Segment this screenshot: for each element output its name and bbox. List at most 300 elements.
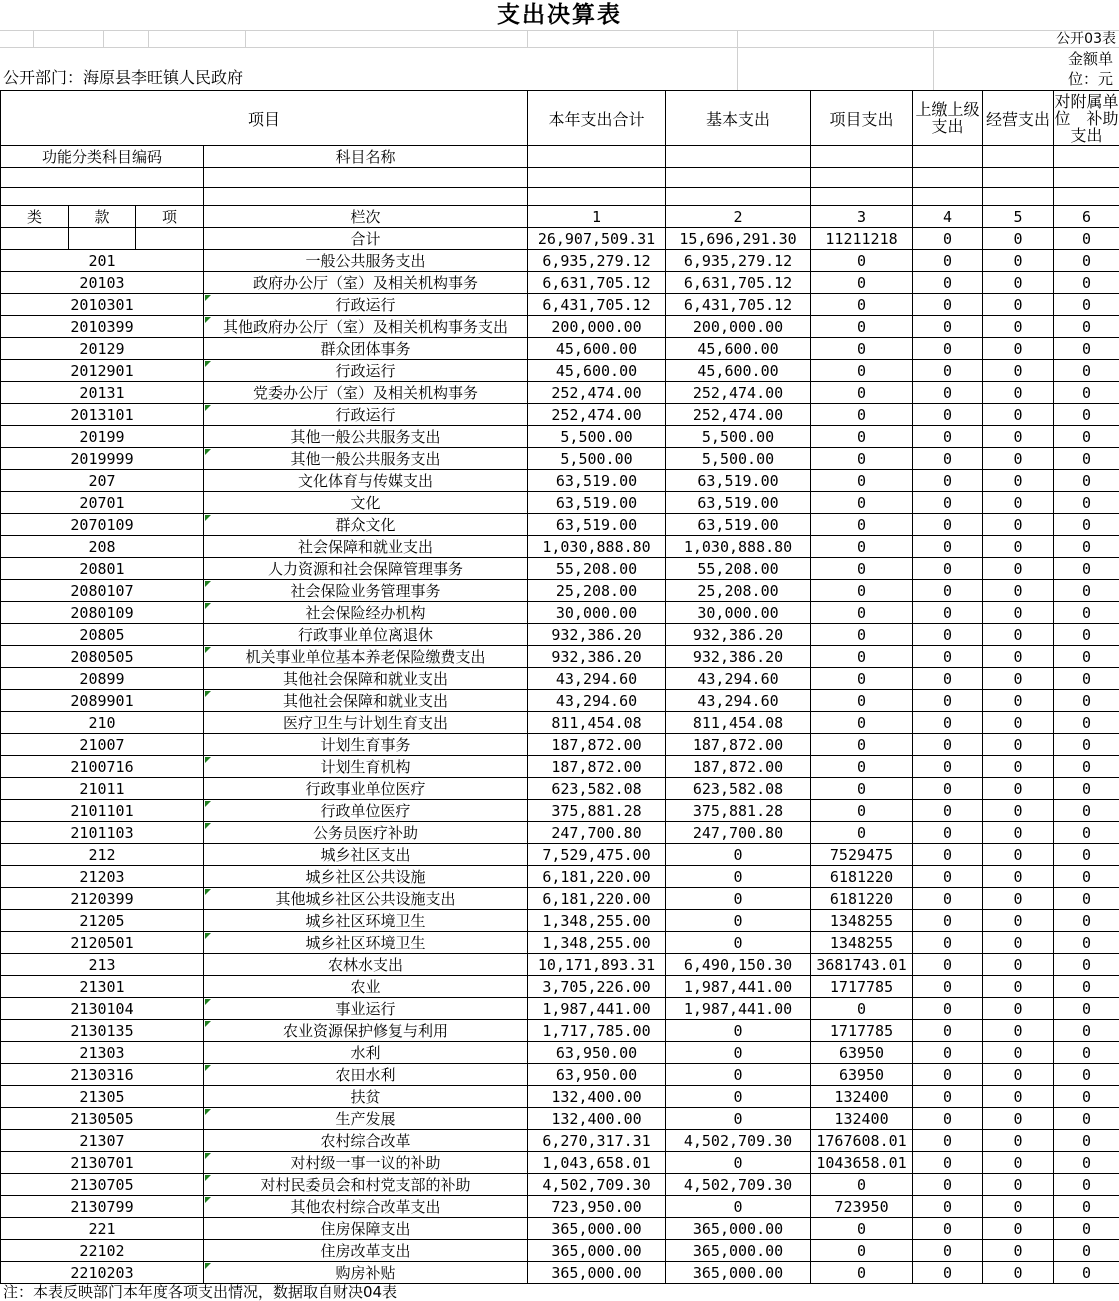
function-code-cell: 2019999 [1, 448, 204, 470]
value-cell: 63,519.00 [666, 514, 811, 536]
function-code-cell: 2100716 [1, 756, 204, 778]
subject-name-cell [204, 382, 528, 404]
empty-cell [913, 146, 983, 168]
function-code-cell: 20899 [1, 668, 204, 690]
value-cell: 0 [913, 404, 983, 426]
value-cell: 0 [983, 888, 1054, 910]
value-cell: 0 [666, 1196, 811, 1218]
subject-name-text: 行政单位医疗 [321, 802, 411, 820]
value-cell: 252,474.00 [528, 382, 666, 404]
value-cell: 0 [913, 778, 983, 800]
value-cell: 63,519.00 [666, 470, 811, 492]
value-cell: 0 [983, 316, 1054, 338]
value-cell: 45,600.00 [666, 360, 811, 382]
subject-name-cell [204, 470, 528, 492]
header-total-expenditure: 本年支出合计 [528, 91, 666, 146]
value-cell: 365,000.00 [528, 1240, 666, 1262]
subject-name-text: 社会保险经办机构 [306, 604, 426, 622]
function-code-cell: 21305 [1, 1086, 204, 1108]
value-cell: 0 [666, 888, 811, 910]
value-cell: 132400 [811, 1108, 913, 1130]
subject-name-cell [204, 360, 528, 382]
green-corner-marker-icon [205, 405, 211, 411]
table-row [1, 294, 1119, 316]
subject-name-text: 其他一般公共服务支出 [291, 428, 441, 446]
value-cell: 0 [983, 272, 1054, 294]
value-cell: 132400 [811, 1086, 913, 1108]
function-code-cell: 21011 [1, 778, 204, 800]
value-cell: 200,000.00 [528, 316, 666, 338]
value-cell: 0 [983, 1042, 1054, 1064]
value-cell: 0 [983, 448, 1054, 470]
function-code-cell: 21205 [1, 910, 204, 932]
col-number: 2 [666, 206, 811, 228]
subject-name-cell [204, 756, 528, 778]
value-cell: 63,950.00 [528, 1042, 666, 1064]
value-cell: 5,500.00 [528, 448, 666, 470]
value-cell: 6,181,220.00 [528, 866, 666, 888]
empty-cell [811, 146, 913, 168]
table-row [1, 734, 1119, 756]
subject-name-text: 党委办公厅（室）及相关机构事务 [253, 384, 478, 402]
empty-cell [913, 168, 983, 188]
subject-name-text: 农村综合改革 [321, 1132, 411, 1150]
subject-name-cell [204, 426, 528, 448]
function-code-cell: 2130505 [1, 1108, 204, 1130]
value-cell: 45,600.00 [666, 338, 811, 360]
value-cell: 0 [913, 580, 983, 602]
value-cell: 252,474.00 [666, 382, 811, 404]
value-cell: 15,696,291.30 [666, 228, 811, 250]
value-cell: 1348255 [811, 910, 913, 932]
value-cell: 63,519.00 [666, 492, 811, 514]
value-cell: 7,529,475.00 [528, 844, 666, 866]
table-row [1, 492, 1119, 514]
green-corner-marker-icon [205, 295, 211, 301]
subject-name-cell [204, 272, 528, 294]
value-cell: 0 [1054, 844, 1119, 866]
table-row [1, 866, 1119, 888]
subject-name-cell [204, 932, 528, 954]
value-cell: 0 [983, 1240, 1054, 1262]
value-cell: 0 [983, 1086, 1054, 1108]
function-code-cell: 21303 [1, 1042, 204, 1064]
green-corner-marker-icon [205, 1175, 211, 1181]
function-code-cell: 2130104 [1, 998, 204, 1020]
empty-cell [811, 188, 913, 206]
value-cell: 0 [666, 1064, 811, 1086]
table-row [1, 1152, 1119, 1174]
empty-cell [983, 146, 1054, 168]
table-row [1, 998, 1119, 1020]
value-cell: 187,872.00 [528, 734, 666, 756]
function-code-cell: 2013101 [1, 404, 204, 426]
value-cell: 0 [913, 800, 983, 822]
table-row [1, 470, 1119, 492]
function-code-cell: 20801 [1, 558, 204, 580]
table-row [1, 272, 1119, 294]
value-cell: 0 [983, 932, 1054, 954]
empty-cell [666, 146, 811, 168]
value-cell: 0 [811, 338, 913, 360]
value-cell: 45,600.00 [528, 360, 666, 382]
value-cell: 1,987,441.00 [666, 976, 811, 998]
value-cell: 932,386.20 [528, 624, 666, 646]
value-cell: 0 [1054, 1130, 1119, 1152]
value-cell: 4,502,709.30 [666, 1174, 811, 1196]
value-cell: 0 [1054, 470, 1119, 492]
table-row [1, 800, 1119, 822]
subject-name-cell [204, 1130, 528, 1152]
value-cell: 5,500.00 [666, 426, 811, 448]
value-cell: 0 [1054, 360, 1119, 382]
subject-name-text: 农田水利 [336, 1066, 396, 1084]
green-corner-marker-icon [205, 1263, 211, 1269]
table-row [1, 954, 1119, 976]
green-corner-marker-icon [205, 999, 211, 1005]
subject-name-cell [204, 866, 528, 888]
value-cell: 63950 [811, 1064, 913, 1086]
value-cell: 4,502,709.30 [528, 1174, 666, 1196]
table-row [1, 888, 1119, 910]
value-cell: 0 [1054, 778, 1119, 800]
value-cell: 6,935,279.12 [666, 250, 811, 272]
value-cell: 0 [1054, 1152, 1119, 1174]
subject-name-text: 城乡社区支出 [321, 846, 411, 864]
value-cell: 0 [811, 800, 913, 822]
value-cell: 0 [811, 690, 913, 712]
table-row [1, 1108, 1119, 1130]
subject-name-text: 计划生育机构 [321, 758, 411, 776]
value-cell: 1,717,785.00 [528, 1020, 666, 1042]
value-cell: 10,171,893.31 [528, 954, 666, 976]
green-corner-marker-icon [205, 647, 211, 653]
subject-name-text: 购房补贴 [336, 1264, 396, 1282]
value-cell: 0 [1054, 910, 1119, 932]
value-cell: 0 [913, 1240, 983, 1262]
value-cell: 0 [913, 866, 983, 888]
value-cell: 0 [1054, 602, 1119, 624]
value-cell: 0 [1054, 1262, 1119, 1284]
sheet-number-label: 公开03表 [1056, 31, 1116, 47]
function-code-cell: 20805 [1, 624, 204, 646]
header-item: 项目 [1, 91, 528, 146]
green-corner-marker-icon [205, 603, 211, 609]
col-number: 4 [913, 206, 983, 228]
page-title: 支出决算表 [0, 0, 1119, 30]
function-code-cell: 2120399 [1, 888, 204, 910]
meta-row [0, 48, 1119, 90]
value-cell: 6,631,705.12 [528, 272, 666, 294]
value-cell: 0 [1054, 448, 1119, 470]
value-cell: 3681743.01 [811, 954, 913, 976]
value-cell: 0 [1054, 1064, 1119, 1086]
value-cell: 0 [1054, 646, 1119, 668]
table-row [1, 668, 1119, 690]
value-cell: 63,519.00 [528, 492, 666, 514]
header-class: 类 [1, 206, 69, 228]
value-cell: 0 [811, 1218, 913, 1240]
table-row [1, 1130, 1119, 1152]
value-cell: 0 [1054, 492, 1119, 514]
value-cell: 0 [1054, 580, 1119, 602]
value-cell: 63,950.00 [528, 1064, 666, 1086]
value-cell: 0 [983, 602, 1054, 624]
header-project-expenditure: 项目支出 [811, 91, 913, 146]
department-label: 公开部门：海原县李旺镇人民政府 [3, 65, 243, 88]
value-cell: 0 [1054, 624, 1119, 646]
table-row [1, 1218, 1119, 1240]
value-cell: 6,490,150.30 [666, 954, 811, 976]
subject-name-cell [204, 690, 528, 712]
value-cell: 43,294.60 [528, 668, 666, 690]
value-cell: 0 [983, 866, 1054, 888]
subject-name-cell [204, 822, 528, 844]
table-row [1, 1064, 1119, 1086]
value-cell: 0 [913, 294, 983, 316]
subject-name-cell [204, 1152, 528, 1174]
function-code-cell: 208 [1, 536, 204, 558]
green-corner-marker-icon [205, 823, 211, 829]
value-cell: 0 [983, 360, 1054, 382]
empty-cell [811, 168, 913, 188]
subject-name-cell [204, 954, 528, 976]
subject-name-cell [204, 404, 528, 426]
value-cell: 0 [913, 338, 983, 360]
value-cell: 1,348,255.00 [528, 910, 666, 932]
value-cell: 0 [913, 272, 983, 294]
value-cell: 0 [913, 1064, 983, 1086]
value-cell: 63950 [811, 1042, 913, 1064]
value-cell: 0 [983, 910, 1054, 932]
code-cell-empty [1, 228, 69, 250]
subject-name-text: 生产发展 [336, 1110, 396, 1128]
value-cell: 0 [811, 470, 913, 492]
value-cell: 0 [983, 800, 1054, 822]
value-cell: 0 [983, 514, 1054, 536]
value-cell: 0 [811, 1262, 913, 1284]
empty-cell [913, 188, 983, 206]
subject-name-cell [204, 734, 528, 756]
subject-name-text: 其他政府办公厅（室）及相关机构事务支出 [223, 318, 508, 336]
subject-name-text: 事业运行 [336, 1000, 396, 1018]
table-row [1, 1262, 1119, 1284]
subject-name-cell [204, 602, 528, 624]
green-corner-marker-icon [205, 1197, 211, 1203]
subject-name-text: 行政运行 [336, 362, 396, 380]
value-cell: 0 [1054, 1174, 1119, 1196]
green-corner-marker-icon [205, 801, 211, 807]
header-upturned-expenditure: 上缴上级支出 [913, 91, 983, 146]
function-code-cell: 20103 [1, 272, 204, 294]
value-cell: 811,454.08 [666, 712, 811, 734]
function-code-cell: 20131 [1, 382, 204, 404]
table-row [1, 822, 1119, 844]
value-cell: 6,181,220.00 [528, 888, 666, 910]
value-cell: 6,431,705.12 [528, 294, 666, 316]
value-cell: 0 [983, 690, 1054, 712]
function-code-cell: 21301 [1, 976, 204, 998]
value-cell: 811,454.08 [528, 712, 666, 734]
subject-name-cell [204, 712, 528, 734]
subject-name-cell [204, 250, 528, 272]
subject-name-text: 农业资源保护修复与利用 [283, 1022, 448, 1040]
function-code-cell: 2130701 [1, 1152, 204, 1174]
value-cell: 187,872.00 [528, 756, 666, 778]
value-cell: 0 [913, 1108, 983, 1130]
value-cell: 0 [811, 998, 913, 1020]
subject-name-text: 政府办公厅（室）及相关机构事务 [253, 274, 478, 292]
function-code-cell: 2101103 [1, 822, 204, 844]
table-row [1, 426, 1119, 448]
value-cell: 0 [913, 624, 983, 646]
empty-cell [983, 168, 1054, 188]
green-corner-marker-icon [205, 449, 211, 455]
subject-name-text: 住房改革支出 [321, 1242, 411, 1260]
green-corner-marker-icon [205, 361, 211, 367]
value-cell: 0 [1054, 514, 1119, 536]
subject-name-cell [204, 888, 528, 910]
value-cell: 0 [1054, 1086, 1119, 1108]
value-cell: 0 [811, 492, 913, 514]
value-cell: 0 [811, 602, 913, 624]
value-cell: 0 [983, 1262, 1054, 1284]
value-cell: 0 [1054, 866, 1119, 888]
value-cell: 0 [1054, 536, 1119, 558]
value-cell: 0 [1054, 1020, 1119, 1042]
value-cell: 0 [913, 382, 983, 404]
value-cell: 0 [913, 536, 983, 558]
subject-name-text: 合计 [351, 230, 381, 248]
value-cell: 0 [666, 1086, 811, 1108]
value-cell: 0 [983, 1218, 1054, 1240]
value-cell: 0 [811, 448, 913, 470]
subject-name-cell [204, 1020, 528, 1042]
value-cell: 0 [1054, 998, 1119, 1020]
value-cell: 0 [811, 316, 913, 338]
value-cell: 0 [913, 426, 983, 448]
green-corner-marker-icon [205, 1065, 211, 1071]
value-cell: 0 [983, 976, 1054, 998]
subject-name-cell [204, 910, 528, 932]
value-cell: 0 [811, 426, 913, 448]
value-cell: 623,582.08 [528, 778, 666, 800]
value-cell: 252,474.00 [666, 404, 811, 426]
value-cell: 0 [811, 514, 913, 536]
value-cell: 55,208.00 [528, 558, 666, 580]
function-code-cell: 21307 [1, 1130, 204, 1152]
value-cell: 0 [913, 734, 983, 756]
value-cell: 0 [1054, 888, 1119, 910]
value-cell: 0 [983, 1130, 1054, 1152]
gridline [933, 31, 934, 47]
function-code-cell: 2080107 [1, 580, 204, 602]
header-function-code: 功能分类科目编码 [1, 146, 204, 168]
value-cell: 43,294.60 [528, 690, 666, 712]
subject-name-cell [204, 1108, 528, 1130]
value-cell: 0 [1054, 228, 1119, 250]
gridline [148, 31, 149, 47]
table-row [1, 1042, 1119, 1064]
subject-name-text: 行政运行 [336, 406, 396, 424]
value-cell: 0 [666, 1042, 811, 1064]
table-row [1, 1086, 1119, 1108]
value-cell: 723950 [811, 1196, 913, 1218]
value-cell: 1,043,658.01 [528, 1152, 666, 1174]
value-cell: 623,582.08 [666, 778, 811, 800]
value-cell: 0 [1054, 690, 1119, 712]
value-cell: 247,700.80 [528, 822, 666, 844]
value-cell: 0 [913, 250, 983, 272]
value-cell: 63,519.00 [528, 470, 666, 492]
subject-name-cell [204, 844, 528, 866]
gridline [933, 48, 934, 90]
subject-name-cell [204, 1196, 528, 1218]
header-subject-name: 科目名称 [204, 146, 528, 168]
value-cell: 43,294.60 [666, 690, 811, 712]
subject-name-cell [204, 536, 528, 558]
value-cell: 0 [913, 646, 983, 668]
value-cell: 0 [1054, 1218, 1119, 1240]
value-cell: 0 [983, 338, 1054, 360]
value-cell: 0 [666, 932, 811, 954]
green-corner-marker-icon [205, 757, 211, 763]
table-row [1, 1174, 1119, 1196]
value-cell: 0 [983, 954, 1054, 976]
value-cell: 0 [1054, 558, 1119, 580]
green-corner-marker-icon [205, 1021, 211, 1027]
value-cell: 0 [811, 624, 913, 646]
table-row [1, 558, 1119, 580]
value-cell: 0 [811, 668, 913, 690]
subject-name-text: 计划生育事务 [321, 736, 411, 754]
value-cell: 1,987,441.00 [528, 998, 666, 1020]
value-cell: 0 [983, 404, 1054, 426]
value-cell: 0 [811, 580, 913, 602]
value-cell: 0 [913, 1174, 983, 1196]
green-corner-marker-icon [205, 691, 211, 697]
green-corner-marker-icon [205, 581, 211, 587]
value-cell: 0 [983, 1064, 1054, 1086]
green-corner-marker-icon [205, 933, 211, 939]
value-cell: 0 [811, 778, 913, 800]
subject-name-text: 行政事业单位离退休 [298, 626, 433, 644]
green-corner-marker-icon [205, 317, 211, 323]
value-cell: 7529475 [811, 844, 913, 866]
value-cell: 0 [811, 646, 913, 668]
value-cell: 0 [983, 668, 1054, 690]
value-cell: 0 [913, 1196, 983, 1218]
value-cell: 1043658.01 [811, 1152, 913, 1174]
value-cell: 0 [983, 646, 1054, 668]
table-row [1, 1020, 1119, 1042]
subject-name-text: 文化 [351, 494, 381, 512]
value-cell: 0 [811, 360, 913, 382]
value-cell: 1348255 [811, 932, 913, 954]
subject-name-text: 住房保障支出 [321, 1220, 411, 1238]
function-code-cell: 201 [1, 250, 204, 272]
empty-cell [666, 168, 811, 188]
value-cell: 932,386.20 [666, 646, 811, 668]
value-cell: 0 [1054, 404, 1119, 426]
value-cell: 0 [811, 294, 913, 316]
green-corner-marker-icon [205, 1153, 211, 1159]
function-code-cell: 2101101 [1, 800, 204, 822]
value-cell: 0 [983, 998, 1054, 1020]
subject-name-cell [204, 316, 528, 338]
table-row [1, 910, 1119, 932]
value-cell: 0 [913, 1042, 983, 1064]
